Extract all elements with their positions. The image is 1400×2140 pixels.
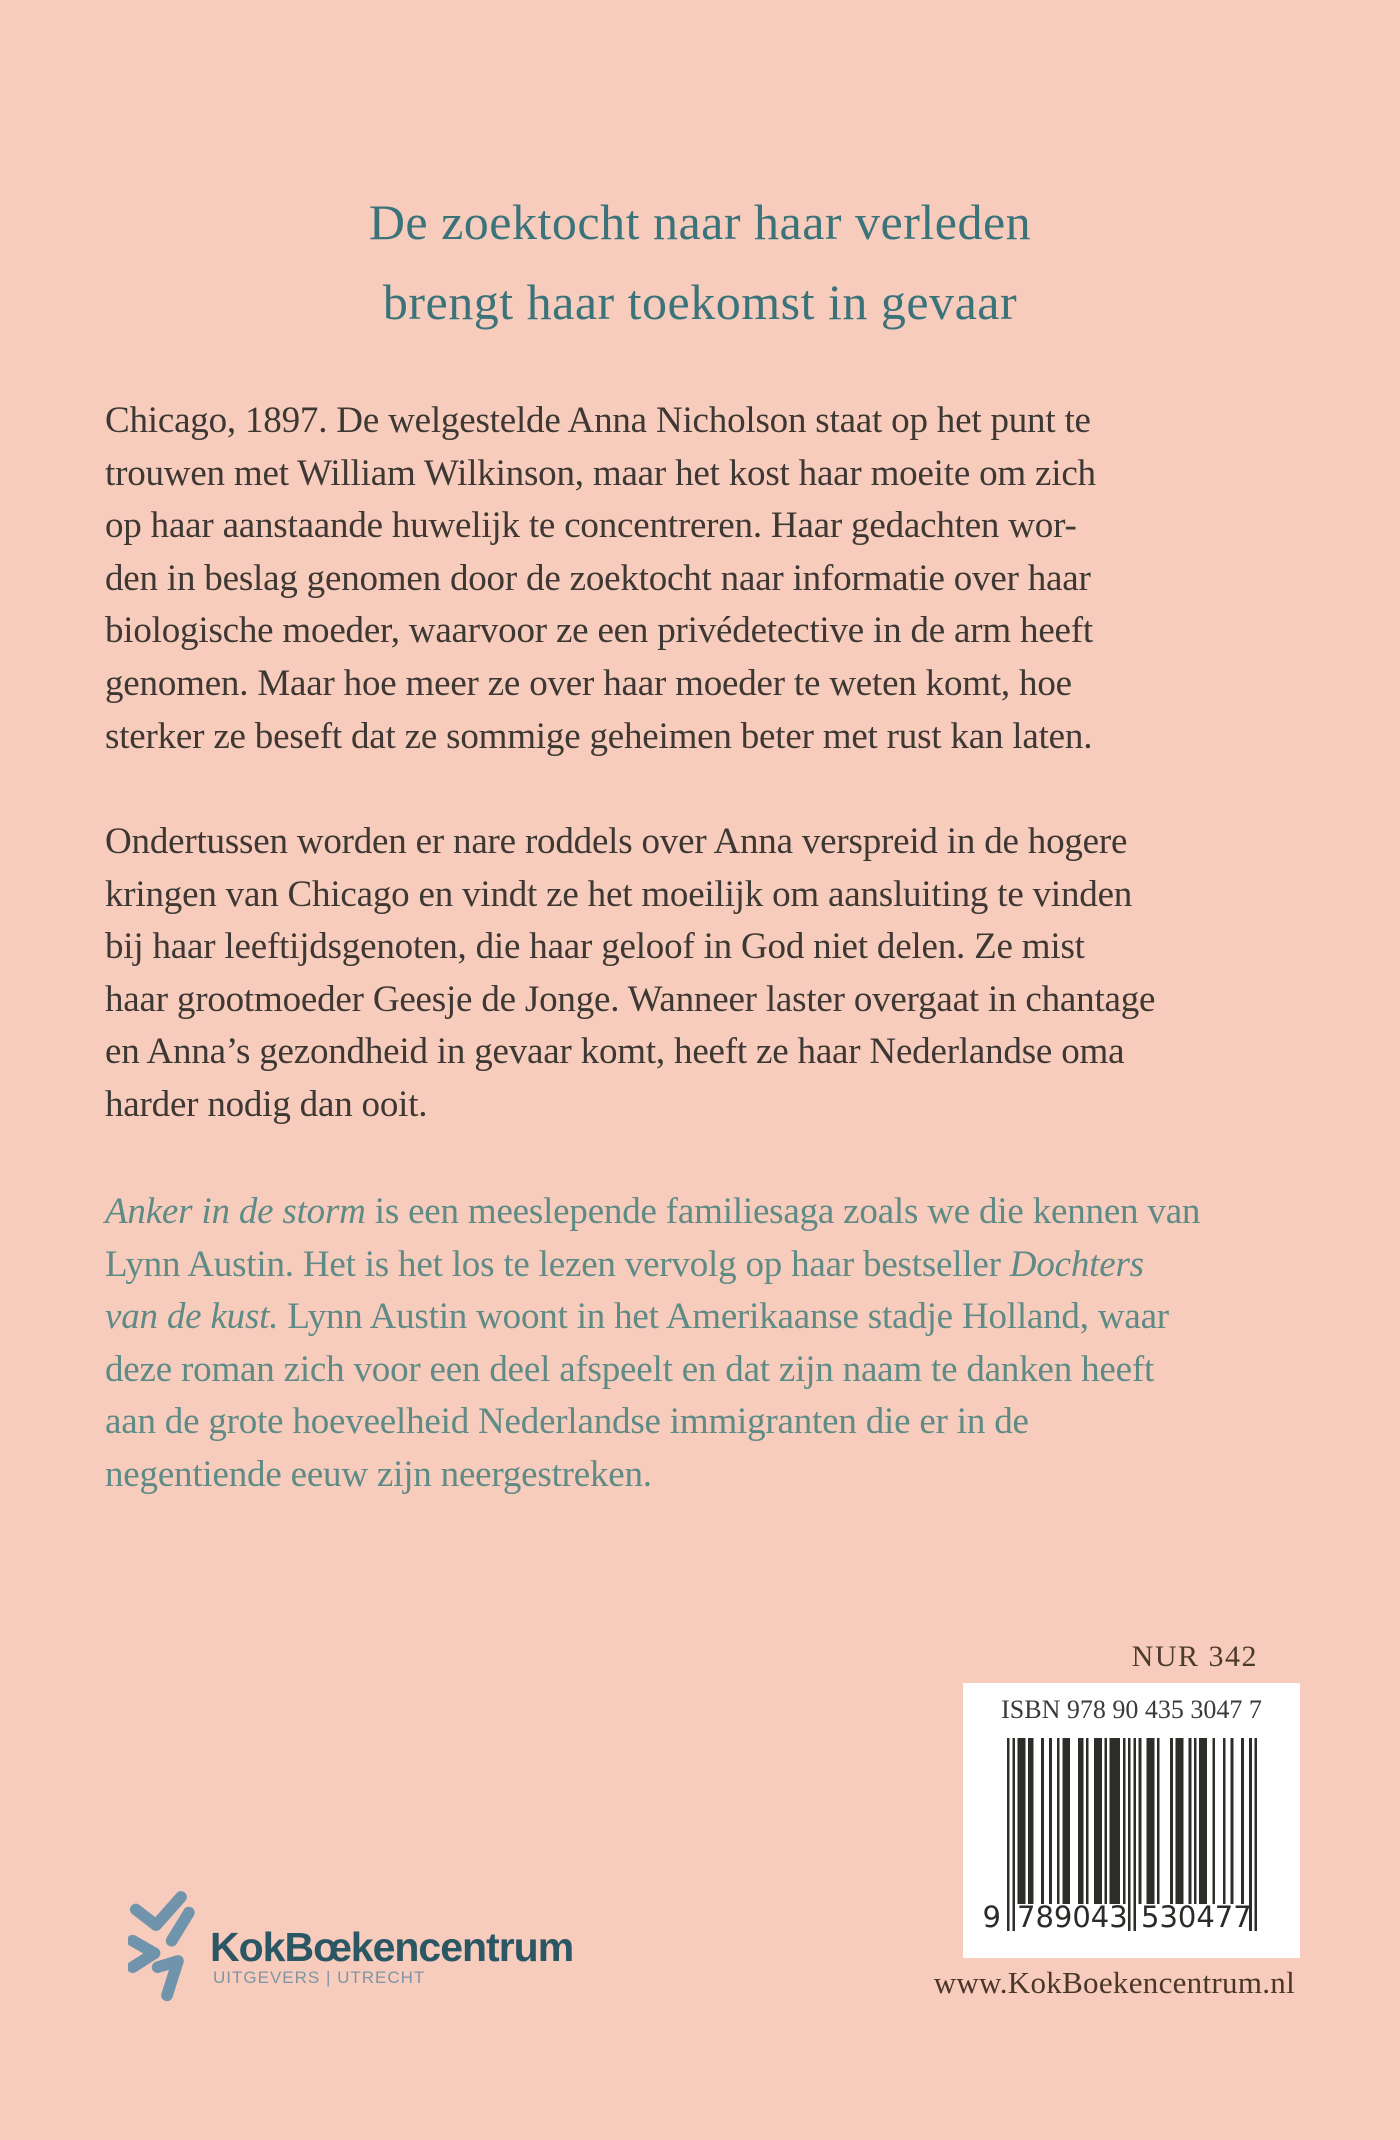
nur-code: NUR 342 [1131,1640,1258,1673]
barcode-digit-prefix: 9 [982,1900,1001,1934]
about-author-paragraph: Anker in de storm is een meeslepende familiesaga zoals we die kennen van Lynn Austin. Het is het los te lezen vervolg op haar bestseller Dochters van de kust. Lynn Austin woont in het Amerikaanse stadje Holland, waar deze roman zich voor een deel afspeelt en dat zijn naam te danken heeft aan de grote hoeveelheid Nederlandse immigranten die er in de negentiende eeuw zijn neergestreken. [105,1191,1201,1495]
publisher-mark-icon [128,1886,206,2011]
isbn-label: ISBN 978 90 435 3047 7 [1001,1695,1262,1724]
publisher-tagline: UITGEVERS | UTRECHT [213,1968,426,1987]
tagline: De zoektocht naar haar verleden brengt haar toekomst in gevaar [368,194,1032,330]
synopsis-paragraph-2: Ondertussen worden er nare roddels over Anna verspreid in de hogere kringen van Chicago en vindt ze het moeilijk om aansluiting te vinden bij haar leeftijdsgenoten, die haar geloof in God niet delen. Ze mist haar grootmoeder Geesje de Jonge. Wanneer laster overgaat in chantage en Anna’s gezondheid in gevaar komt, heeft ze haar Nederlandse oma harder nodig dan ooit. [105,821,1156,1125]
isbn-box [963,1683,1300,1958]
website-url: www.KokBoekencentrum.nl [933,1965,1295,2000]
synopsis-paragraph-1: Chicago, 1897. De welgestelde Anna Nicholson staat op het punt te trouwen met William Wilkinson, maar het kost haar moeite om zich op haar aanstaande huwelijk te concentreren. Haar gedachten wor- den in beslag genomen door de zoektocht naar informatie over haar biologische moeder, waarvoor ze een privédetective in de arm heeft genomen. Maar hoe meer ze over haar moeder te weten komt, hoe sterker ze beseft dat ze sommige geheimen beter met rust kan laten. [105,400,1096,757]
publisher-name: KokBœkencentrum [210,1924,574,1970]
barcode-digits-right: 530477 [1141,1900,1252,1934]
barcode-digits-left: 789043 [1017,1900,1128,1934]
barcode [982,1738,1257,1938]
